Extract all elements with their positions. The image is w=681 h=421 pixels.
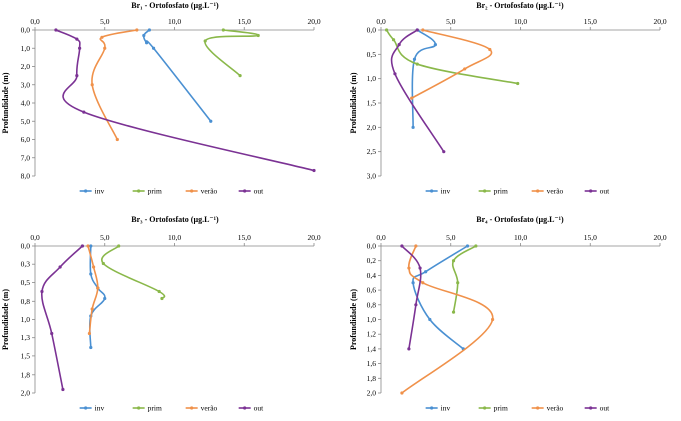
data-point-verão xyxy=(414,244,417,247)
legend-label-verão: verão xyxy=(200,403,218,413)
data-point-verão xyxy=(86,244,89,247)
data-point-prim xyxy=(456,281,459,284)
data-point-inv xyxy=(466,244,469,247)
data-point-verão xyxy=(421,28,424,31)
data-point-out xyxy=(61,388,64,391)
legend-label-out: out xyxy=(599,403,610,413)
x-tick-label: 5,0 xyxy=(446,233,456,242)
data-point-out xyxy=(50,332,53,335)
data-point-prim xyxy=(117,244,120,247)
data-point-out xyxy=(416,28,419,31)
legend-marker-verão xyxy=(190,189,193,192)
data-point-verão xyxy=(91,83,94,86)
y-tick-label: 0,0 xyxy=(20,241,30,251)
legend-label-out: out xyxy=(253,186,264,196)
legend-label-prim: prim xyxy=(493,186,508,196)
y-axis-label: Profundidade (m) xyxy=(349,72,358,134)
data-point-verão xyxy=(488,48,491,51)
data-point-out xyxy=(75,38,78,41)
legend-label-out: out xyxy=(599,186,610,196)
y-tick-label: 5,0 xyxy=(20,116,30,126)
chart-panel-1 xyxy=(1,1,321,196)
series-line-out xyxy=(42,246,83,390)
series-line-prim xyxy=(205,30,258,76)
y-tick-label: 3,0 xyxy=(366,171,376,181)
y-axis-label: Profundidade (m) xyxy=(1,289,10,350)
data-point-inv xyxy=(89,272,92,275)
legend-label-verão: verão xyxy=(546,403,564,413)
y-axis-label: Profundidade (m) xyxy=(349,289,358,350)
data-point-out xyxy=(312,169,315,172)
legend-marker-verão xyxy=(536,189,539,192)
data-point-out xyxy=(407,347,410,350)
data-point-out xyxy=(400,244,403,247)
data-point-prim xyxy=(160,297,163,300)
legend-marker-inv xyxy=(84,189,87,192)
y-axis-label: Profundidade (m) xyxy=(1,72,10,134)
data-point-out xyxy=(81,244,84,247)
x-tick-label: 10,0 xyxy=(167,233,182,242)
y-tick-label: 8,0 xyxy=(20,171,30,181)
legend-label-prim: prim xyxy=(493,403,508,413)
legend-label-inv: inv xyxy=(440,403,451,413)
legend-marker-prim xyxy=(137,189,140,192)
y-tick-label: 1,8 xyxy=(366,373,376,383)
legend-label-inv: inv xyxy=(94,403,105,413)
data-point-prim xyxy=(257,34,260,37)
series-line-out xyxy=(56,30,314,171)
y-tick-label: 0,5 xyxy=(366,49,376,59)
x-tick-label: 15,0 xyxy=(237,17,251,26)
y-tick-label: 0,8 xyxy=(20,296,30,306)
x-tick-label: 10,0 xyxy=(513,17,528,26)
data-point-prim xyxy=(516,82,519,85)
series-line-verão xyxy=(412,30,492,98)
y-tick-label: 1,0 xyxy=(20,315,30,324)
y-tick-label: 2,0 xyxy=(20,62,30,71)
data-point-prim xyxy=(158,290,161,293)
data-point-inv xyxy=(411,281,414,284)
legend-marker-out xyxy=(243,406,246,409)
x-tick-label: 20,0 xyxy=(307,233,321,242)
data-point-verão xyxy=(410,97,413,100)
legend-marker-prim xyxy=(137,406,140,409)
series-line-inv xyxy=(144,30,211,121)
data-point-verão xyxy=(91,307,94,310)
x-tick-label: 20,0 xyxy=(307,17,321,26)
chart-title: Br₂ - Ortofosfato (µg.L⁻¹) xyxy=(476,1,564,10)
data-point-verão xyxy=(400,391,403,394)
data-point-prim xyxy=(222,28,225,31)
x-tick-label: 10,0 xyxy=(513,233,528,242)
y-tick-label: 1,0 xyxy=(20,43,30,53)
series-line-inv xyxy=(412,30,435,127)
y-tick-label: 0,2 xyxy=(366,256,376,266)
data-point-out xyxy=(418,266,421,269)
y-tick-label: 2,0 xyxy=(366,388,376,398)
y-tick-label: 0,5 xyxy=(20,277,30,287)
data-point-inv xyxy=(142,34,145,37)
y-tick-label: 1,8 xyxy=(20,370,30,380)
y-tick-label: 2,5 xyxy=(366,147,376,157)
legend-marker-inv xyxy=(430,406,433,409)
data-point-prim xyxy=(452,259,455,262)
data-point-verão xyxy=(116,138,119,141)
data-point-verão xyxy=(103,47,106,50)
data-point-verão xyxy=(92,265,95,268)
series-line-prim xyxy=(453,246,476,312)
legend-label-verão: verão xyxy=(200,186,218,196)
y-tick-label: 3,0 xyxy=(20,80,30,90)
x-tick-label: 15,0 xyxy=(583,17,597,26)
data-point-inv xyxy=(103,297,106,300)
data-point-prim xyxy=(452,311,455,314)
data-point-verão xyxy=(135,28,138,31)
data-point-out xyxy=(75,74,78,77)
data-point-prim xyxy=(392,38,395,41)
legend-label-verão: verão xyxy=(546,186,564,196)
y-tick-label: 6,0 xyxy=(20,135,30,144)
y-tick-label: 1,2 xyxy=(366,329,376,339)
data-point-verão xyxy=(407,266,410,269)
y-tick-label: 2,0 xyxy=(20,388,30,398)
legend-marker-out xyxy=(589,406,592,409)
y-tick-label: 1,0 xyxy=(366,315,376,324)
data-point-inv xyxy=(424,270,427,273)
data-point-out xyxy=(442,150,445,153)
data-point-out xyxy=(78,47,81,50)
x-tick-label: 0,0 xyxy=(30,233,40,242)
chart-title: Br₄ - Ortofosfato (µg.L⁻¹) xyxy=(476,215,564,224)
y-tick-label: 1,5 xyxy=(20,351,30,361)
chart-panel-2 xyxy=(349,1,667,196)
data-point-inv xyxy=(89,244,92,247)
data-point-inv xyxy=(148,28,151,31)
data-point-verão xyxy=(100,36,103,39)
data-point-out xyxy=(40,290,43,293)
data-point-verão xyxy=(96,286,99,289)
data-point-prim xyxy=(416,62,419,65)
y-tick-label: 0,0 xyxy=(366,25,376,35)
y-tick-label: 0,0 xyxy=(20,25,30,35)
legend-marker-prim xyxy=(483,406,486,409)
x-tick-label: 5,0 xyxy=(100,17,110,26)
y-tick-label: 1,6 xyxy=(366,359,376,369)
chart-title: Br₁ - Ortofosfato (µg.L⁻¹) xyxy=(131,1,219,10)
y-tick-label: 0,3 xyxy=(20,259,30,269)
series-line-out xyxy=(392,30,444,152)
legend-marker-verão xyxy=(536,406,539,409)
data-point-inv xyxy=(434,43,437,46)
data-point-inv xyxy=(89,346,92,349)
x-tick-label: 20,0 xyxy=(653,17,667,26)
data-point-out xyxy=(393,72,396,75)
y-tick-label: 0,0 xyxy=(366,241,376,251)
data-point-inv xyxy=(209,120,212,123)
y-tick-label: 0,6 xyxy=(366,285,376,295)
x-tick-label: 15,0 xyxy=(237,233,251,242)
y-tick-label: 1,5 xyxy=(366,98,376,108)
legend-marker-out xyxy=(243,189,246,192)
data-point-prim xyxy=(474,244,477,247)
y-tick-label: 4,0 xyxy=(20,98,30,108)
x-tick-label: 20,0 xyxy=(653,233,667,242)
y-tick-label: 1,3 xyxy=(20,333,30,343)
legend-label-inv: inv xyxy=(440,186,451,196)
x-tick-label: 15,0 xyxy=(583,233,597,242)
chart-panel-3 xyxy=(1,215,321,413)
legend-marker-inv xyxy=(430,189,433,192)
y-tick-label: 2,0 xyxy=(366,122,376,132)
legend-marker-inv xyxy=(84,406,87,409)
data-point-inv xyxy=(428,318,431,321)
legend-marker-out xyxy=(589,189,592,192)
series-line-verão xyxy=(402,246,493,393)
x-tick-label: 5,0 xyxy=(100,233,110,242)
y-tick-label: 7,0 xyxy=(20,153,30,163)
data-point-verão xyxy=(421,281,424,284)
x-tick-label: 0,0 xyxy=(376,233,386,242)
y-tick-label: 0,8 xyxy=(366,300,376,310)
data-point-out xyxy=(414,303,417,306)
data-point-inv xyxy=(413,58,416,61)
data-point-out xyxy=(82,111,85,114)
y-tick-label: 1,0 xyxy=(366,74,376,84)
x-tick-label: 10,0 xyxy=(167,17,182,26)
data-point-verão xyxy=(463,67,466,70)
series-line-prim xyxy=(102,246,165,299)
data-point-prim xyxy=(238,74,241,77)
data-point-out xyxy=(59,265,62,268)
data-point-inv xyxy=(145,41,148,44)
y-tick-label: 0,4 xyxy=(366,270,376,280)
x-tick-label: 0,0 xyxy=(30,17,40,26)
series-line-inv xyxy=(413,246,468,349)
y-tick-label: 1,4 xyxy=(366,344,376,354)
data-point-prim xyxy=(102,262,105,265)
legend-marker-prim xyxy=(483,189,486,192)
data-point-verão xyxy=(491,318,494,321)
legend-marker-verão xyxy=(190,406,193,409)
series-line-verão xyxy=(92,30,137,140)
legend-label-inv: inv xyxy=(94,186,105,196)
data-point-prim xyxy=(204,39,207,42)
data-point-out xyxy=(54,28,57,31)
legend-label-prim: prim xyxy=(147,186,162,196)
data-point-out xyxy=(398,43,401,46)
data-point-verão xyxy=(88,332,91,335)
data-point-inv xyxy=(411,126,414,129)
chart-title: Br₃ - Ortofosfato (µg.L⁻¹) xyxy=(131,215,219,224)
legend-label-prim: prim xyxy=(147,403,162,413)
x-tick-label: 0,0 xyxy=(376,17,386,26)
legend-label-out: out xyxy=(253,403,264,413)
x-tick-label: 5,0 xyxy=(446,17,456,26)
chart-panel-4 xyxy=(349,215,667,413)
data-point-prim xyxy=(385,28,388,31)
data-point-inv xyxy=(152,47,155,50)
